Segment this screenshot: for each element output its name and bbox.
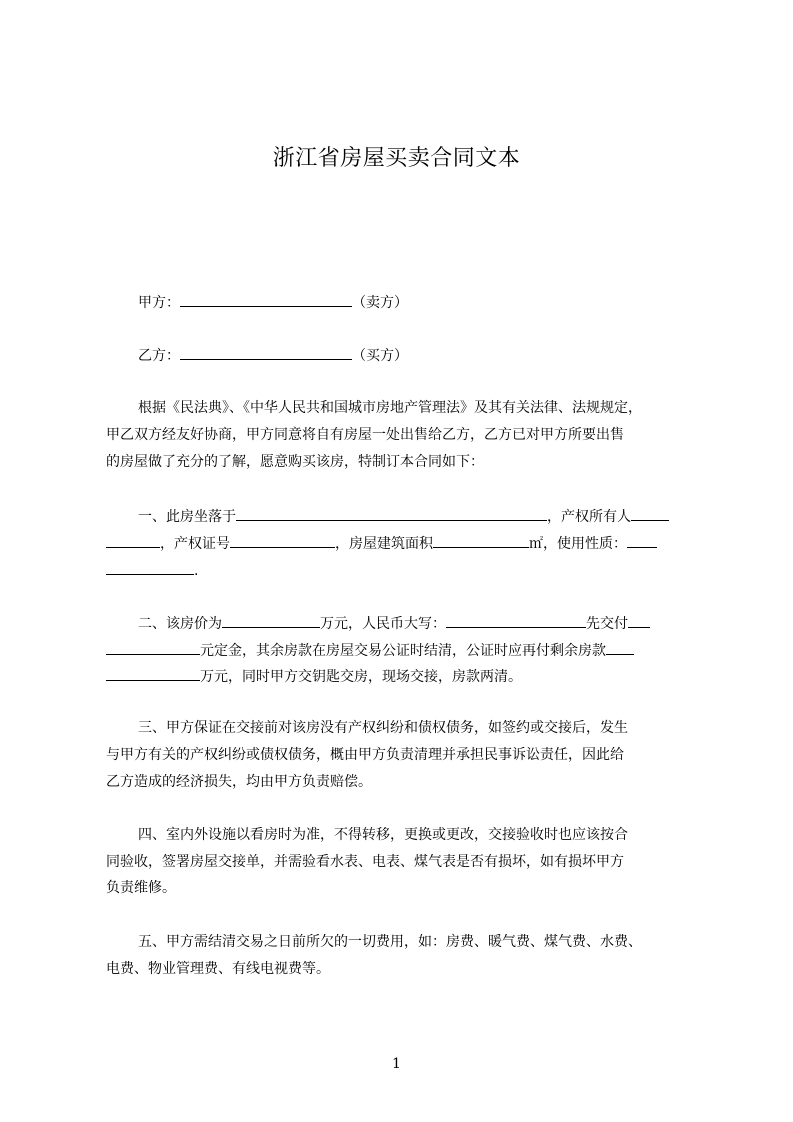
owner-blank bbox=[631, 505, 669, 521]
deposit-blank bbox=[628, 612, 650, 628]
clause-4-line-3: 负责维修。 bbox=[106, 880, 176, 896]
price-uppercase-blank bbox=[446, 612, 586, 628]
party-a-line bbox=[138, 291, 698, 313]
owner-blank-cont bbox=[106, 532, 160, 548]
clause-3-line-2: 与甲方有关的产权纠纷或债权债务，概由甲方负责清理并承担民事诉讼责任，因此给 bbox=[106, 747, 624, 763]
clause-5-line-2: 电费、物业管理费、有线电视费等。 bbox=[106, 961, 330, 977]
clause-1-text-location: 一、此房坐落于 bbox=[138, 509, 236, 525]
clause-1-line-2 bbox=[106, 532, 698, 554]
clause-3-line-1: 三、甲方保证在交接前对该房没有产权纠纷和债权债务，如签约或交接后，发生 bbox=[138, 720, 628, 736]
clause-4-line-2: 同验收，签署房屋交接单，并需验看水表、电表、煤气表是否有损坏，如有损坏甲方 bbox=[106, 854, 624, 870]
clause-2-text-prepay: 先交付 bbox=[586, 616, 628, 632]
clause-4-line-1: 四、室内外设施以看房时为准，不得转移，更换或更改，交接验收时也应该按合 bbox=[138, 827, 628, 843]
party-b-blank bbox=[180, 344, 352, 360]
clause-1-line-1 bbox=[138, 505, 698, 527]
clause-2-line-2 bbox=[106, 639, 698, 661]
page-number: 1 bbox=[392, 1056, 401, 1072]
party-b-line bbox=[138, 344, 698, 366]
usage-blank-cont bbox=[106, 559, 194, 575]
location-blank bbox=[236, 505, 547, 521]
clause-1-line-3 bbox=[106, 559, 698, 581]
preamble-line-1: 根据《民法典》、《中华人民共和国城市房地产管理法》及其有关法律、法规规定， bbox=[138, 400, 642, 416]
party-a-blank bbox=[180, 291, 352, 307]
remaining-blank-cont bbox=[106, 665, 200, 681]
clause-2-line-3 bbox=[106, 665, 698, 687]
usage-blank bbox=[627, 532, 657, 548]
clause-3-line-3: 乙方造成的经济损失，均由甲方负责赔偿。 bbox=[106, 774, 372, 790]
document-title: 浙江省房屋买卖合同文本 bbox=[272, 146, 521, 171]
deposit-blank-cont bbox=[106, 639, 200, 655]
clause-5-line-1: 五、甲方需结清交易之日前所欠的一切费用，如：房费、暖气费、煤气费、水费、 bbox=[138, 934, 642, 950]
party-a-role: （卖方） bbox=[352, 295, 408, 311]
price-blank bbox=[222, 612, 320, 628]
remaining-blank bbox=[606, 639, 634, 655]
party-b-label: 乙方： bbox=[138, 348, 180, 364]
clause-2-line-1 bbox=[138, 612, 698, 634]
clause-2-text-uppercase: 万元，人民币大写： bbox=[320, 616, 446, 632]
preamble-line-3: 的房屋做了充分的了解，愿意购买该房，特制订本合同如下： bbox=[106, 454, 484, 470]
clause-1-end: . bbox=[194, 563, 199, 579]
party-b-role: （买方） bbox=[352, 348, 408, 364]
party-a-label: 甲方： bbox=[138, 295, 180, 311]
clause-2-text-balance: 元定金，其余房款在房屋交易公证时结清，公证时应再付剩余房款 bbox=[200, 643, 606, 659]
clause-1-text-owner: ，产权所有人 bbox=[547, 509, 631, 525]
certificate-number-blank bbox=[230, 532, 335, 548]
clause-1-text-cert: ，产权证号 bbox=[160, 536, 230, 552]
clause-1-text-area: ，房屋建筑面积 bbox=[335, 536, 433, 552]
clause-2-text-price: 二、该房价为 bbox=[138, 616, 222, 632]
clause-2-text-handover: 万元，同时甲方交钥匙交房，现场交接，房款两清。 bbox=[200, 669, 522, 685]
clause-1-text-use: ㎡，使用性质： bbox=[529, 536, 627, 552]
preamble-line-2: 甲乙双方经友好协商，甲方同意将自有房屋一处出售给乙方，乙方已对甲方所要出售 bbox=[106, 427, 624, 443]
floor-area-blank bbox=[433, 532, 529, 548]
